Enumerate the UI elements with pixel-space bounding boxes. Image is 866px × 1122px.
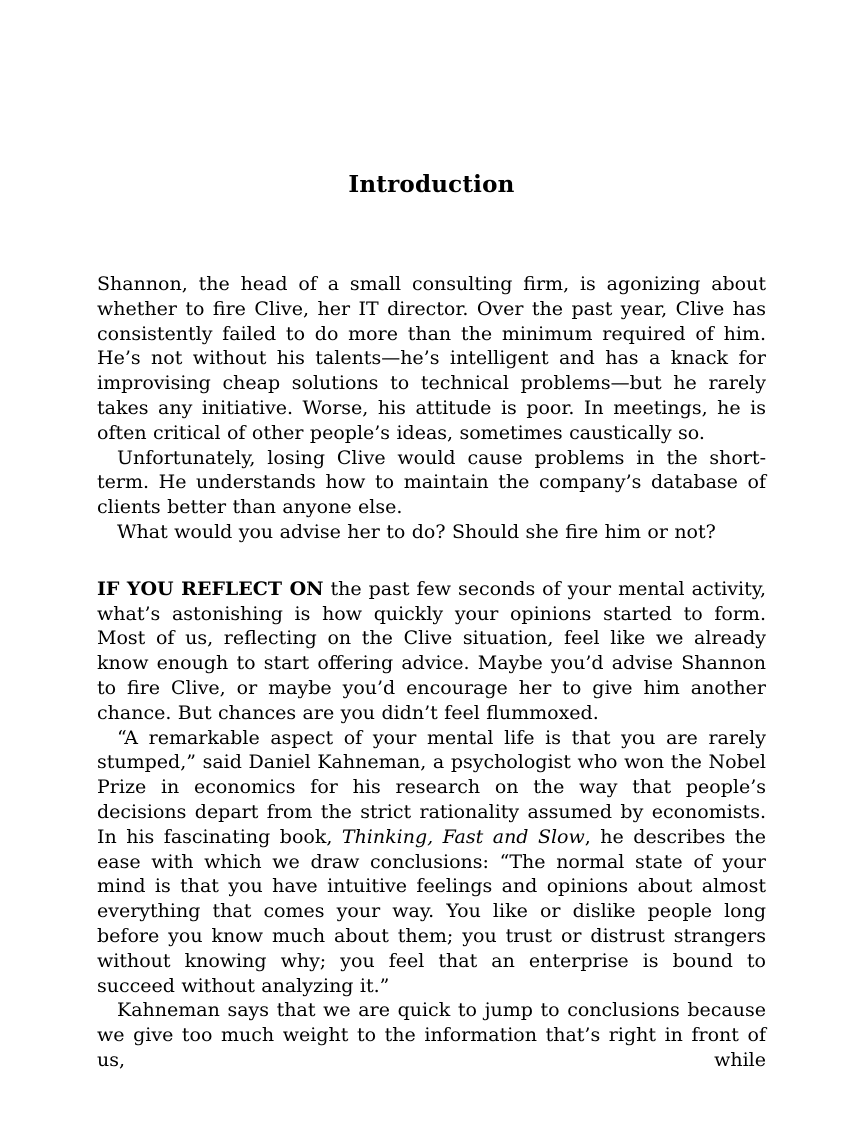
paragraph-text: , he describes the ease with which we draw conclusions: “The normal state of your mind is that you have intuitive feelings and opinions about almost everything that comes your way. You like or dislike people long before you know much about them; you trust or distrust strangers without knowing why; you feel that an enterprise is bound to succeed without analyzing it.”: [97, 825, 767, 997]
paragraph-losing-clive: Unfortunately, losing Clive would cause problems in the short-term. He understands how to maintain the company’s database of clients better than anyone else.: [97, 446, 766, 519]
paragraph-advise-question: What would you advise her to do? Should she fire him or not?: [117, 520, 716, 543]
chapter-title: Introduction: [348, 171, 515, 198]
paragraph-text: “A remarkable aspect of your mental life is that you are rarely stumped,” said Daniel Kahneman, a psychologist who won the Nobel Prize in economics for his research on the way that people’s decisions depart from the strict rationality assumed by economists. In his fascinating book,: [97, 726, 766, 848]
paragraph-if-you-reflect: [97, 577, 766, 726]
page-body: [97, 272, 766, 1073]
paragraph-shannon-intro: Shannon, the head of a small consulting firm, is agonizing about whether to fire Clive, her IT director. Over the past year, Clive has consistently failed to do more than the minimum required of him. He’s not without his talents—he’s intelligent and has a knack for improvising cheap solutions to technical problems—but he rarely takes any initiative. Worse, his attitude is poor. In meetings, he is often critical of other people’s ideas, sometimes caustically so.: [97, 273, 766, 444]
bold-lead-text: IF YOU REFLECT ON: [97, 577, 324, 600]
paragraph-kahneman-quote: [97, 726, 766, 999]
paragraph-kahneman-conclusions: Kahneman says that we are quick to jump to conclusions because we give too much weight to the information that’s right in front of us, while: [97, 999, 766, 1071]
paragraph-text: the past few seconds of your mental activity, what’s astonishing is how quickly your opinions started to form. Most of us, reflecting on the Clive situation, feel like we already know enough to start offering advice. Maybe you’d advise Shannon to fire Clive, or maybe you’d encourage her to give him another chance. But chances are you didn’t feel flummoxed.: [97, 577, 766, 724]
book-title-italic: Thinking, Fast and Slow: [341, 825, 585, 848]
